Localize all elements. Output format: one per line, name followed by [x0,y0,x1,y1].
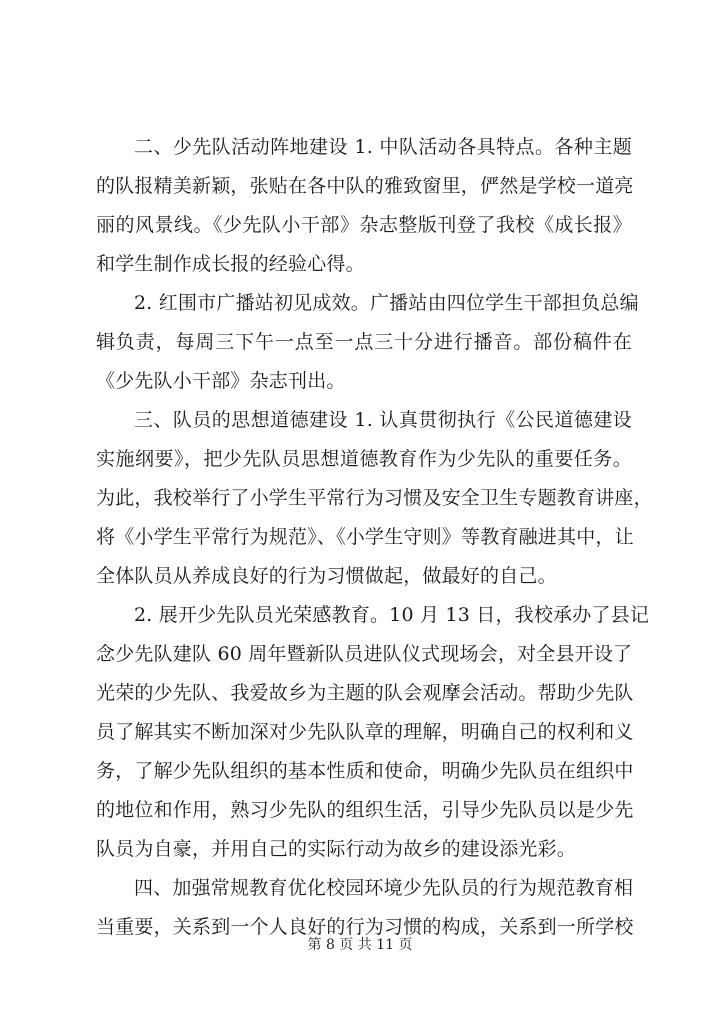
text-line: 二、少先队活动阵地建设 1. 中队活动各具特点。各种主题 [134,136,632,158]
paragraph [96,401,653,596]
document-body [96,128,653,947]
paragraph [96,284,639,401]
text-line: 务，了解少先队组织的基本性质和使命，明确少先队员在组织中 [96,760,634,782]
text-line: 当重要，关系到一个人良好的行为习惯的构成，关系到一所学校 [96,916,634,938]
text-line: 丽的风景线。《少先队小干部》杂志整版刊登了我校《成长报》 [96,214,632,236]
text-line: 《少先队小干部》杂志刊出。 [96,370,346,392]
text-line: 队员为自豪，并用自己的实际行动为故乡的建设添光彩。 [96,838,577,860]
text-line: 四、加强常规教育优化校园环境少先队员的行为规范教育相 [134,877,634,899]
text-line: 全体队员从养成良好的行为习惯做起，做最好的自己。 [96,565,557,587]
page-number-footer: 第 8 页 共 11 页 [307,937,413,953]
text-line: 2. 红围市广播站初见成效。广播站由四位学生干部担负总编 [134,292,639,314]
text-line: 2. 展开少先队员光荣感教育。10 月 13 日，我校承办了县记 [134,604,650,626]
paragraph [96,596,650,869]
text-line: 将《小学生平常行为规范》、《小学生守则》等教育融进其中，让 [96,526,634,548]
paragraph [96,128,632,284]
text-line: 三、队员的思想道德建设 1. 认真贯彻执行《公民道德建设 [134,409,632,431]
text-line: 的地位和作用，熟习少先队的组织生活，引导少先队员以是少先 [96,799,634,821]
text-line: 员了解其实不断加深对少先队队章的理解，明确自己的权利和义 [96,721,634,743]
text-line: 辑负责，每周三下午一点至一点三十分进行播音。部份稿件在 [96,331,632,353]
text-line: 为此，我校举行了小学生平常行为习惯及安全卫生专题教育讲座， [96,487,653,509]
text-line: 的队报精美新颖，张贴在各中队的雅致窗里，俨然是学校一道亮 [96,175,634,197]
text-line: 实施纲要》，把少先队员思想道德教育作为少先队的重要任务。 [96,448,632,470]
text-line: 念少先队建队 60 周年暨新队员进队仪式现场会，对全县开设了 [96,643,633,665]
text-line: 和学生制作成长报的经验心得。 [96,253,365,275]
text-line: 光荣的少先队、我爱故乡为主题的队会观摩会活动。帮助少先队 [96,682,634,704]
